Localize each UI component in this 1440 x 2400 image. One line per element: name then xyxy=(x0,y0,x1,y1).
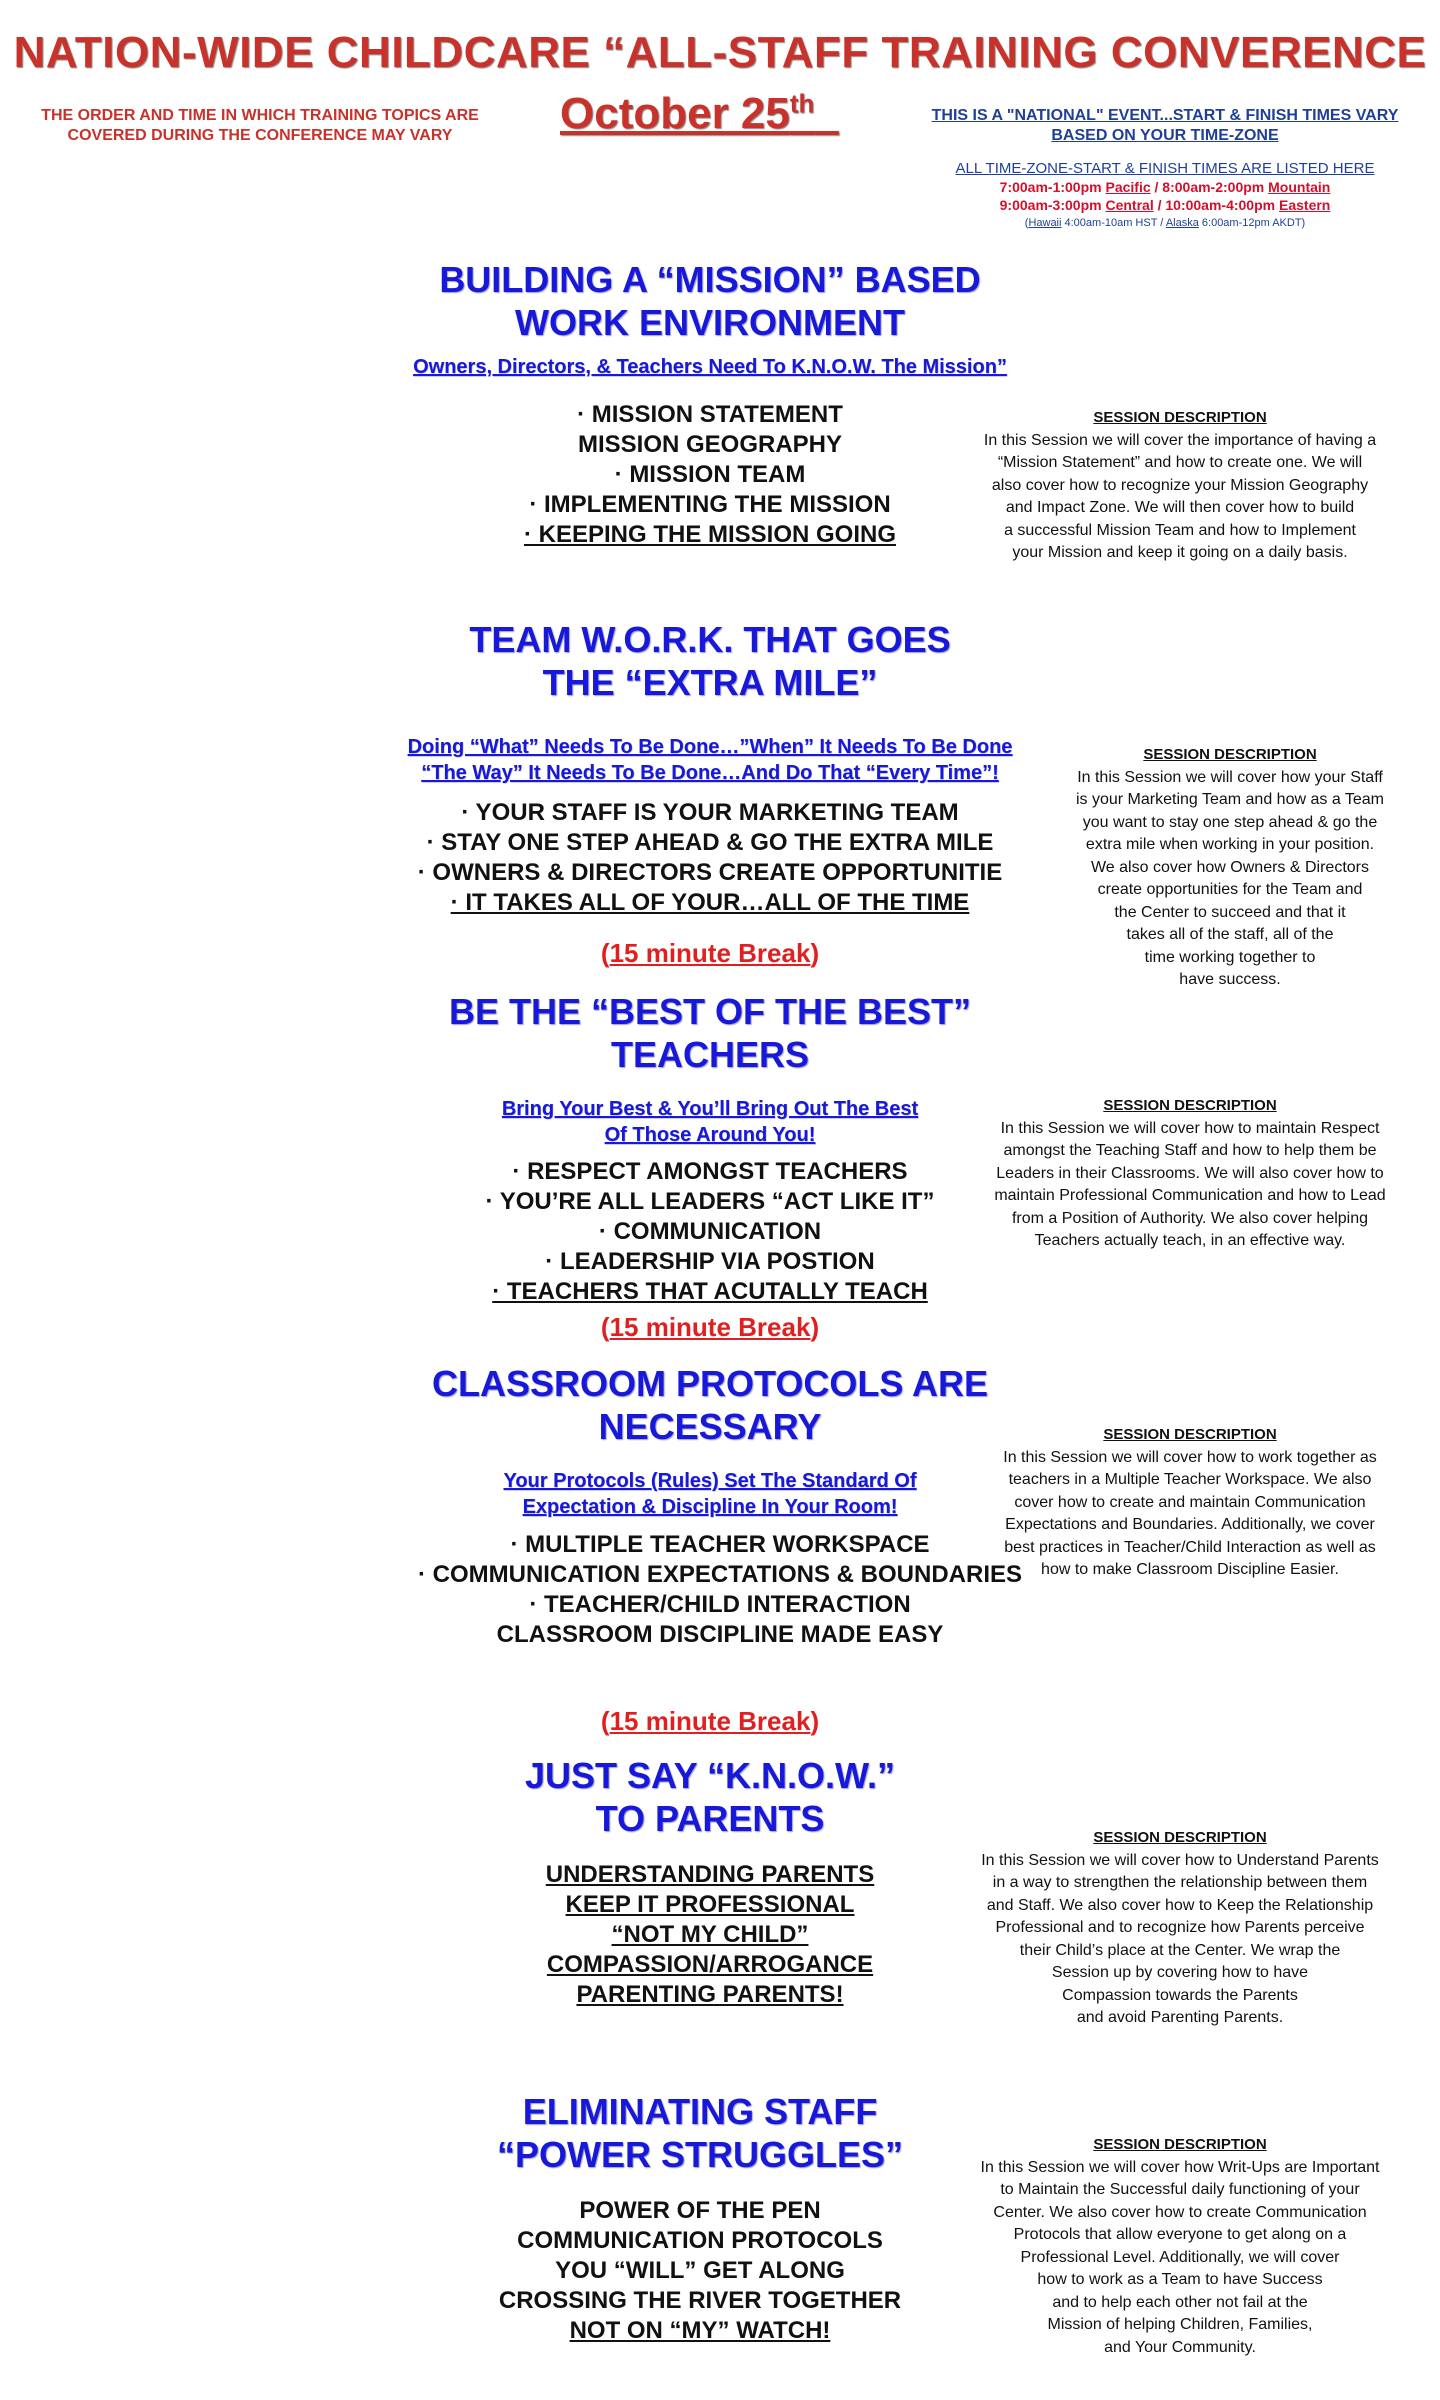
topic-item: POWER OF THE PEN xyxy=(579,2197,821,2224)
national-note-line: THIS IS A "NATIONAL" EVENT...START & FINISH TIMES VARY xyxy=(931,107,1399,124)
date-main: October 25 xyxy=(560,88,790,138)
session-subtitle: Owners, Directors, & Teachers Need To K.N.O.W. The Mission” xyxy=(413,356,1007,378)
topic-item: CROSSING THE RIVER TOGETHER xyxy=(498,2287,902,2314)
topic-item: · KEEPING THE MISSION GOING xyxy=(523,521,897,548)
topic-item: MISSION GEOGRAPHY xyxy=(577,431,843,458)
session-6-topics xyxy=(400,2196,1000,2346)
order-note-line: COVERED DURING THE CONFERENCE MAY VARY xyxy=(67,127,453,144)
session-title: JUST SAY “K.N.O.W.” TO PARENTS xyxy=(524,1755,896,1839)
session-5-description: SESSION DESCRIPTION In this Session we will cover how to Understand Parents in a way to strengthen the relationship between them and Staff. We also cover how to Keep the Relationship Professional and to recognize how Parents perceive their Child’s place at the Center. We wrap the Session up by covering how to have Compassion towards the Parents and avoid Parenting Parents. xyxy=(940,1827,1420,2030)
topic-item: · YOUR STAFF IS YOUR MARKETING TEAM xyxy=(461,799,959,826)
description-heading: SESSION DESCRIPTION xyxy=(1093,409,1267,426)
description-heading: SESSION DESCRIPTION xyxy=(1093,1829,1267,1846)
session-subtitle: Your Protocols (Rules) Set The Standard Of Expectation & Discipline In Your Room! xyxy=(503,1470,917,1518)
topic-item: PARENTING PARENTS! xyxy=(576,1981,844,2008)
session-title: ELIMINATING STAFF “POWER STRUGGLES” xyxy=(496,2091,904,2175)
tz-line-pacific-mountain: 7:00am-1:00pm Pacific / 8:00am-2:00pm Mountain xyxy=(999,179,1331,195)
break-label: (15 minute Break) xyxy=(600,1312,820,1342)
date-suffix: th xyxy=(789,88,815,118)
national-note-line: BASED ON YOUR TIME-ZONE xyxy=(1051,127,1279,144)
session-title: BUILDING A “MISSION” BASED WORK ENVIRONMENT xyxy=(439,259,981,343)
session-title: BE THE “BEST OF THE BEST” TEACHERS xyxy=(448,991,972,1075)
national-event-note xyxy=(900,106,1430,146)
topic-item: · TEACHER/CHILD INTERACTION xyxy=(529,1591,911,1618)
session-4-description: SESSION DESCRIPTION In this Session we will cover how to work together as teachers in a Multiple Teacher Workspace. We also cover how to create and maintain Communication Expectations and Boundaries. Additionally, we cover best practices in Teacher/Child Interaction as well as how to make Classroom Discipline Easier. xyxy=(960,1424,1420,1582)
description-heading: SESSION DESCRIPTION xyxy=(1103,1426,1277,1443)
topic-item: · COMMUNICATION EXPECTATIONS & BOUNDARIES xyxy=(418,1561,1022,1588)
session-5-topics xyxy=(410,1860,1010,2010)
topic-item: · MISSION TEAM xyxy=(614,461,806,488)
topic-item: · IT TAKES ALL OF YOUR…ALL OF THE TIME xyxy=(450,889,970,916)
session-6-description: SESSION DESCRIPTION In this Session we will cover how Writ-Ups are Important to Maintain the Successful daily functioning of your Center. We also cover how to create Communication Protocols that allow everyone to get along on a Professional Level. Additionally, we will cover how to work as a Team to have Success and to help each other not fail at the Mission of helping Children, Families, and Your Community. xyxy=(940,2134,1420,2359)
topic-item: YOU “WILL” GET ALONG xyxy=(555,2257,845,2284)
tz-line-central-eastern: 9:00am-3:00pm Central / 10:00am-4:00pm Eastern xyxy=(999,197,1331,213)
session-2-description: SESSION DESCRIPTION In this Session we will cover how your Staff is your Marketing Team and how as a Team you want to stay one step ahead & go the extra mile when working in your position. We also cover how Owners & Directors create opportunities for the Team and the Center to succeed and that it takes all of the staff, all of the time working together to have success. xyxy=(1040,744,1420,992)
session-title: CLASSROOM PROTOCOLS ARE NECESSARY xyxy=(431,1363,989,1447)
session-2-topics xyxy=(360,798,1060,918)
session-1-description: SESSION DESCRIPTION In this Session we will cover the importance of having a “Mission Statement” and how to create one. We will also cover how to recognize your Mission Geography and Impact Zone. We will then cover how to build a successful Mission Team and how to Implement your Mission and keep it going on a daily basis. xyxy=(940,407,1420,565)
topic-item: CLASSROOM DISCIPLINE MADE EASY xyxy=(496,1621,944,1648)
topic-item: · OWNERS & DIRECTORS CREATE OPPORTUNITIE xyxy=(417,859,1003,886)
topic-item: KEEP IT PROFESSIONAL xyxy=(565,1891,855,1918)
break-label: (15 minute Break) xyxy=(600,938,820,968)
conference-date xyxy=(560,88,880,139)
topic-item: · LEADERSHIP VIA POSTION xyxy=(545,1248,875,1275)
session-3-description: SESSION DESCRIPTION In this Session we will cover how to maintain Respect amongst the Teaching Staff and how to help them be Leaders in their Classrooms. We will also cover how to maintain Professional Communication and how to Lead from a Position of Authority. We also cover helping Teachers actually teach, in an effective way. xyxy=(960,1095,1420,1253)
session-subtitle: Doing “What” Needs To Be Done…”When” It Needs To Be Done “The Way” It Needs To Be Done…And Do That “Every Time”! xyxy=(407,736,1013,784)
topic-item: · MULTIPLE TEACHER WORKSPACE xyxy=(510,1531,930,1558)
session-2 xyxy=(330,618,1090,786)
session-subtitle: Bring Your Best & You’ll Bring Out The Best Of Those Around You! xyxy=(501,1098,919,1146)
topic-item: · MISSION STATEMENT xyxy=(577,401,843,428)
topic-item: UNDERSTANDING PARENTS xyxy=(545,1861,875,1888)
topic-item: · TEACHERS THAT ACUTALLY TEACH xyxy=(492,1278,928,1305)
description-heading: SESSION DESCRIPTION xyxy=(1093,2136,1267,2153)
topic-item: “NOT MY CHILD” xyxy=(611,1921,809,1948)
order-note xyxy=(10,106,510,146)
session-title: TEAM W.O.R.K. THAT GOES THE “EXTRA MILE” xyxy=(469,619,951,703)
tz-header: ALL TIME-ZONE-START & FINISH TIMES ARE LISTED HERE xyxy=(955,160,1375,177)
order-note-line: THE ORDER AND TIME IN WHICH TRAINING TOPICS ARE xyxy=(41,107,479,124)
session-1 xyxy=(330,258,1090,380)
time-zone-block xyxy=(900,160,1430,232)
session-3-topics xyxy=(410,1157,1010,1307)
topic-item: NOT ON “MY” WATCH! xyxy=(569,2317,831,2344)
topic-item: · IMPLEMENTING THE MISSION xyxy=(529,491,891,518)
description-heading: SESSION DESCRIPTION xyxy=(1103,1097,1277,1114)
topic-item: COMPASSION/ARROGANCE xyxy=(546,1951,874,1978)
topic-item: · COMMUNICATION xyxy=(598,1218,822,1245)
topic-item: · STAY ONE STEP AHEAD & GO THE EXTRA MILE xyxy=(426,829,994,856)
session-1-topics xyxy=(410,400,1010,550)
tz-line-hawaii-alaska: (Hawaii 4:00am-10am HST / Alaska 6:00am-12pm AKDT) xyxy=(1024,217,1306,229)
topic-item: · YOU’RE ALL LEADERS “ACT LIKE IT” xyxy=(485,1188,935,1215)
topic-item: COMMUNICATION PROTOCOLS xyxy=(517,2227,883,2254)
break-label: (15 minute Break) xyxy=(600,1706,820,1736)
description-heading: SESSION DESCRIPTION xyxy=(1143,746,1317,763)
conference-title: NATION-WIDE CHILDCARE “ALL-STAFF TRAINING CONVERENCE xyxy=(13,28,1427,77)
topic-item: · RESPECT AMONGST TEACHERS xyxy=(512,1158,908,1185)
